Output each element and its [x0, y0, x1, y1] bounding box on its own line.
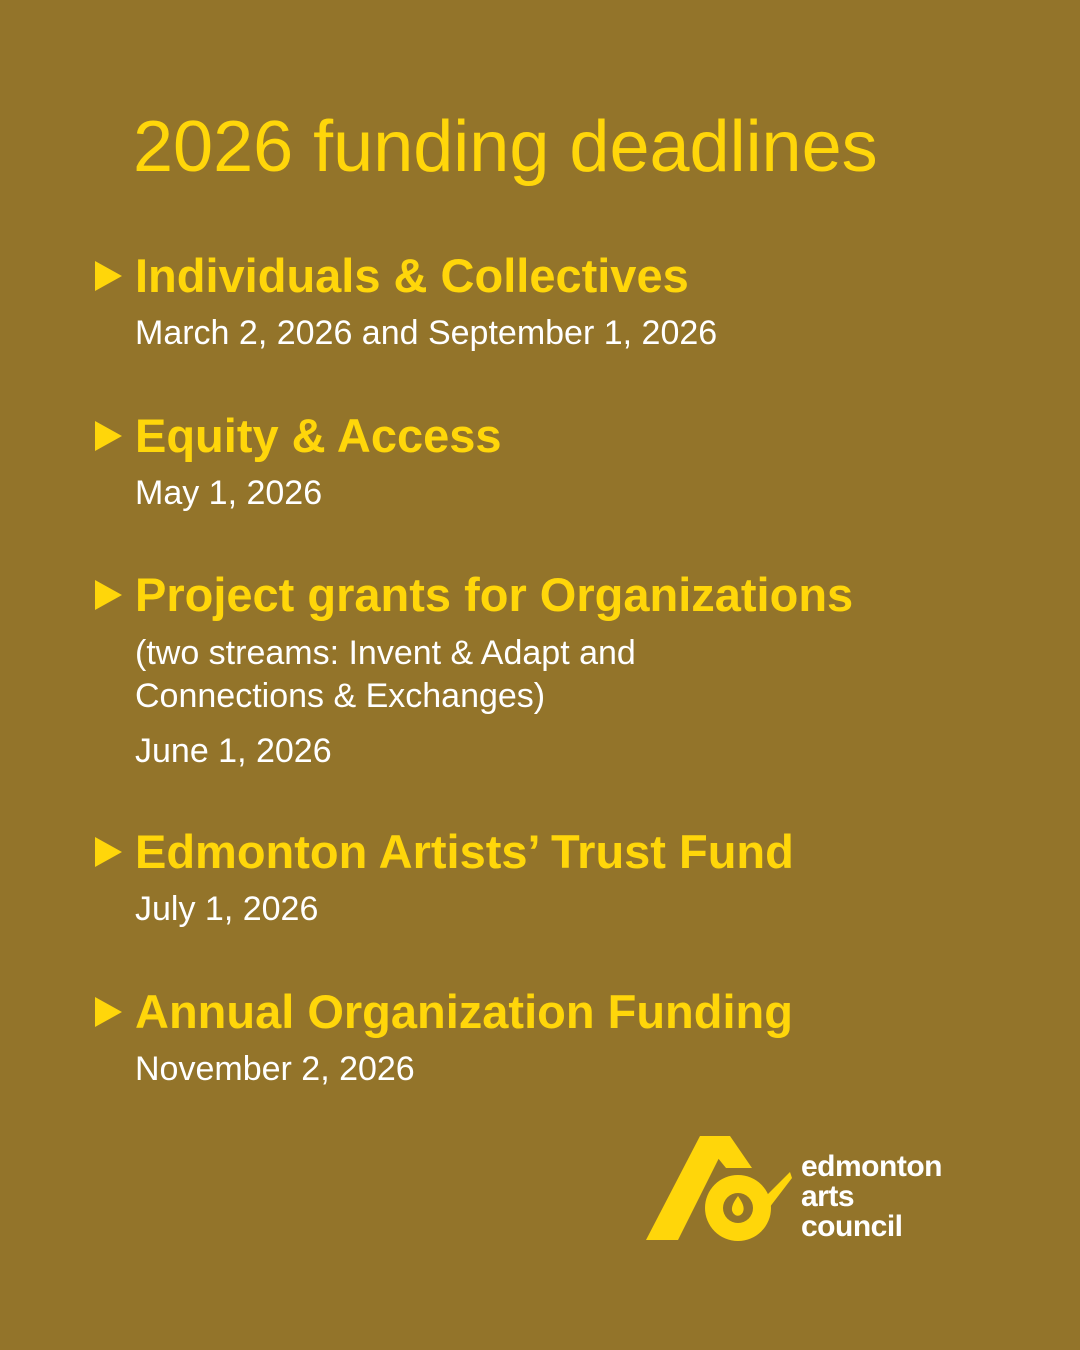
deadline-title: Equity & Access: [135, 409, 502, 462]
deadline-date: May 1, 2026: [135, 474, 323, 512]
deadline-title: Project grants for Organizations: [135, 568, 854, 621]
deadline-title: Individuals & Collectives: [135, 249, 689, 302]
deadline-date: March 2, 2026 and September 1, 2026: [135, 314, 718, 352]
logo-line-council: council: [801, 1210, 903, 1243]
triangle-bullet-icon: [95, 997, 122, 1027]
page-title: 2026 funding deadlines: [133, 107, 878, 187]
deadline-date: June 1, 2026: [135, 732, 332, 770]
deadline-title: Annual Organization Funding: [135, 985, 793, 1038]
triangle-bullet-icon: [95, 261, 122, 291]
logo-line-edmonton: edmonton: [801, 1150, 942, 1183]
logo-line-arts: arts: [801, 1180, 855, 1213]
deadline-note-line-2: Connections & Exchanges): [135, 677, 546, 715]
triangle-bullet-icon: [95, 837, 122, 867]
triangle-bullet-icon: [95, 421, 122, 451]
deadline-note-line-1: (two streams: Invent & Adapt and: [135, 634, 636, 672]
deadline-date: July 1, 2026: [135, 890, 319, 928]
triangle-bullet-icon: [95, 580, 122, 610]
edmonton-arts-council-logo-icon: [646, 1132, 792, 1246]
deadline-date: November 2, 2026: [135, 1050, 415, 1088]
deadline-title: Edmonton Artists’ Trust Fund: [135, 825, 794, 878]
logo-wordmark: [801, 1152, 942, 1242]
